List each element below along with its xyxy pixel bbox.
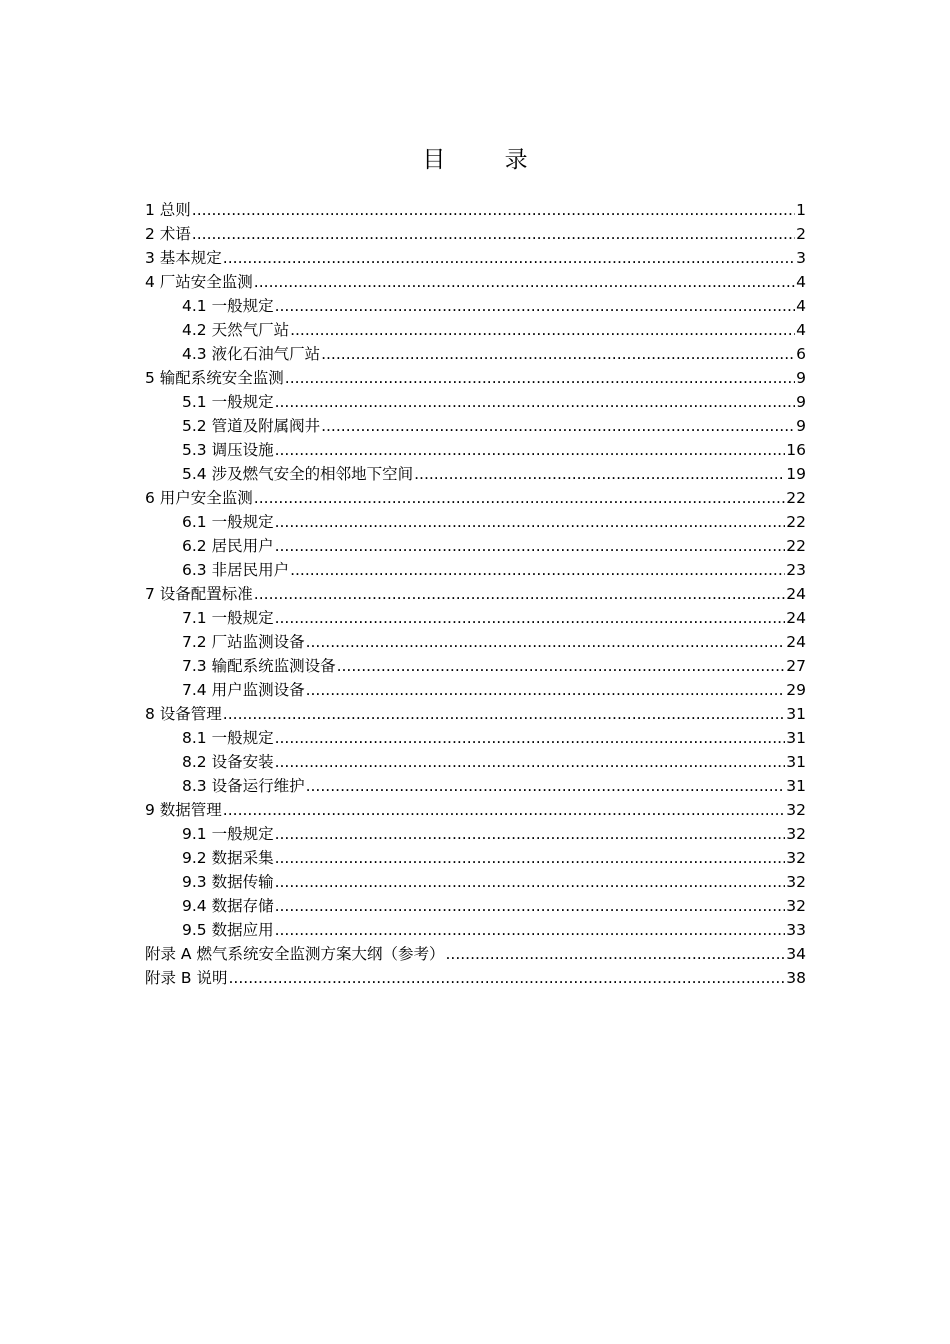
toc-entry-label: 6 用户安全监测 [145,489,253,507]
toc-entry-label: 6.3 非居民用户 [182,561,290,579]
toc-entry[interactable] [145,966,806,990]
toc-dot-leader [192,222,795,246]
toc-entry[interactable] [145,342,806,366]
toc-dot-leader [254,270,795,294]
toc-dot-leader [275,438,786,462]
toc-entry-page-number: 24 [786,633,806,651]
toc-entry[interactable] [145,630,806,654]
toc-entry[interactable] [145,942,806,966]
toc-entry[interactable] [145,438,806,462]
toc-entry[interactable] [145,534,806,558]
toc-entry-label: 5.4 涉及燃气安全的相邻地下空间 [182,465,414,483]
toc-title: 目 录 [422,147,554,173]
toc-entry-label: 9.5 数据应用 [182,921,274,939]
toc-entry-page-number: 6 [796,345,806,363]
table-of-contents [145,198,806,990]
toc-entry-label: 8 设备管理 [145,705,222,723]
toc-entry-page-number: 32 [786,801,806,819]
toc-entry[interactable] [145,918,806,942]
toc-dot-leader [290,558,785,582]
toc-dot-leader [275,894,786,918]
toc-entry-label: 9.2 数据采集 [182,849,274,867]
toc-entry-label: 4.3 液化石油气厂站 [182,345,321,363]
toc-entry-label: 5 输配系统安全监测 [145,369,284,387]
toc-entry-label: 9.4 数据存储 [182,897,274,915]
toc-entry-label: 7.2 厂站监测设备 [182,633,305,651]
toc-entry-page-number: 24 [786,609,806,627]
toc-entry-label: 1 总则 [145,201,191,219]
toc-entry[interactable] [145,558,806,582]
toc-entry[interactable] [145,798,806,822]
toc-entry-page-number: 33 [786,921,806,939]
toc-dot-leader [275,294,796,318]
toc-entry[interactable] [145,822,806,846]
toc-entry-label: 7.1 一般规定 [182,609,274,627]
toc-entry-page-number: 31 [786,777,806,795]
toc-dot-leader [275,822,786,846]
toc-dot-leader [223,702,785,726]
toc-dot-leader [223,246,795,270]
toc-dot-leader [306,774,786,798]
toc-entry[interactable] [145,318,806,342]
toc-entry[interactable] [145,750,806,774]
toc-entry-label: 4 厂站安全监测 [145,273,253,291]
toc-dot-leader [223,798,785,822]
toc-entry-page-number: 34 [786,945,806,963]
toc-dot-leader [285,366,795,390]
toc-dot-leader [275,510,786,534]
toc-entry[interactable] [145,894,806,918]
toc-dot-leader [321,414,795,438]
toc-entry-label: 9 数据管理 [145,801,222,819]
toc-dot-leader [321,342,795,366]
toc-entry-page-number: 9 [796,393,806,411]
toc-dot-leader [229,966,786,990]
toc-dot-leader [254,486,785,510]
toc-entry[interactable] [145,198,806,222]
toc-dot-leader [337,654,786,678]
toc-entry-label: 附录 A 燃气系统安全监测方案大纲（参考） [145,945,445,963]
toc-entry[interactable] [145,390,806,414]
toc-entry[interactable] [145,294,806,318]
toc-entry[interactable] [145,654,806,678]
toc-entry-page-number: 32 [786,849,806,867]
toc-entry-page-number: 3 [796,249,806,267]
toc-entry[interactable] [145,486,806,510]
toc-entry-label: 8.1 一般规定 [182,729,274,747]
toc-entry-page-number: 22 [786,513,806,531]
toc-entry-page-number: 4 [796,273,806,291]
toc-dot-leader [275,750,786,774]
toc-entry-label: 4.2 天然气厂站 [182,321,290,339]
toc-entry[interactable] [145,270,806,294]
toc-entry-page-number: 9 [796,369,806,387]
toc-entry-label: 6.2 居民用户 [182,537,274,555]
toc-dot-leader [275,726,786,750]
toc-entry[interactable] [145,246,806,270]
toc-dot-leader [414,462,785,486]
toc-entry-page-number: 24 [786,585,806,603]
toc-entry[interactable] [145,606,806,630]
toc-entry[interactable] [145,870,806,894]
toc-entry-label: 5.1 一般规定 [182,393,274,411]
toc-entry[interactable] [145,222,806,246]
toc-entry-label: 7.4 用户监测设备 [182,681,305,699]
toc-dot-leader [290,318,795,342]
toc-entry[interactable] [145,774,806,798]
toc-entry[interactable] [145,510,806,534]
toc-entry-page-number: 1 [796,201,806,219]
toc-entry-page-number: 9 [796,417,806,435]
toc-dot-leader [192,198,795,222]
toc-entry-page-number: 32 [786,873,806,891]
toc-entry-label: 4.1 一般规定 [182,297,274,315]
toc-dot-leader [445,942,785,966]
toc-dot-leader [254,582,785,606]
toc-entry-label: 8.3 设备运行维护 [182,777,305,795]
toc-entry-page-number: 31 [786,729,806,747]
toc-entry[interactable] [145,702,806,726]
toc-entry-page-number: 4 [796,297,806,315]
toc-entry-label: 7 设备配置标准 [145,585,253,603]
toc-entry-page-number: 4 [796,321,806,339]
toc-entry-label: 6.1 一般规定 [182,513,274,531]
toc-entry[interactable] [145,846,806,870]
toc-entry[interactable] [145,414,806,438]
toc-dot-leader [275,918,786,942]
toc-dot-leader [275,870,786,894]
toc-entry-label: 5.3 调压设施 [182,441,274,459]
toc-entry-page-number: 2 [796,225,806,243]
toc-entry-page-number: 32 [786,897,806,915]
toc-entry-page-number: 22 [786,489,806,507]
toc-entry-label: 3 基本规定 [145,249,222,267]
toc-entry-page-number: 31 [786,705,806,723]
toc-entry-page-number: 32 [786,825,806,843]
toc-entry-page-number: 38 [786,969,806,987]
toc-entry-label: 5.2 管道及附属阀井 [182,417,321,435]
toc-dot-leader [275,606,786,630]
toc-dot-leader [275,390,796,414]
toc-dot-leader [306,630,786,654]
toc-entry-label: 8.2 设备安装 [182,753,274,771]
toc-entry-page-number: 16 [786,441,806,459]
toc-entry[interactable] [145,462,806,486]
toc-entry[interactable] [145,582,806,606]
toc-entry-label: 2 术语 [145,225,191,243]
toc-entry-label: 附录 B 说明 [145,969,228,987]
toc-entry-label: 7.3 输配系统监测设备 [182,657,336,675]
toc-entry-page-number: 23 [786,561,806,579]
toc-dot-leader [275,534,786,558]
toc-entry[interactable] [145,678,806,702]
toc-entry-page-number: 19 [786,465,806,483]
toc-entry-page-number: 29 [786,681,806,699]
toc-entry-page-number: 31 [786,753,806,771]
toc-entry-page-number: 27 [786,657,806,675]
toc-entry-page-number: 22 [786,537,806,555]
toc-entry[interactable] [145,726,806,750]
toc-dot-leader [306,678,786,702]
toc-dot-leader [275,846,786,870]
toc-entry-label: 9.3 数据传输 [182,873,274,891]
toc-entry-label: 9.1 一般规定 [182,825,274,843]
toc-entry[interactable] [145,366,806,390]
